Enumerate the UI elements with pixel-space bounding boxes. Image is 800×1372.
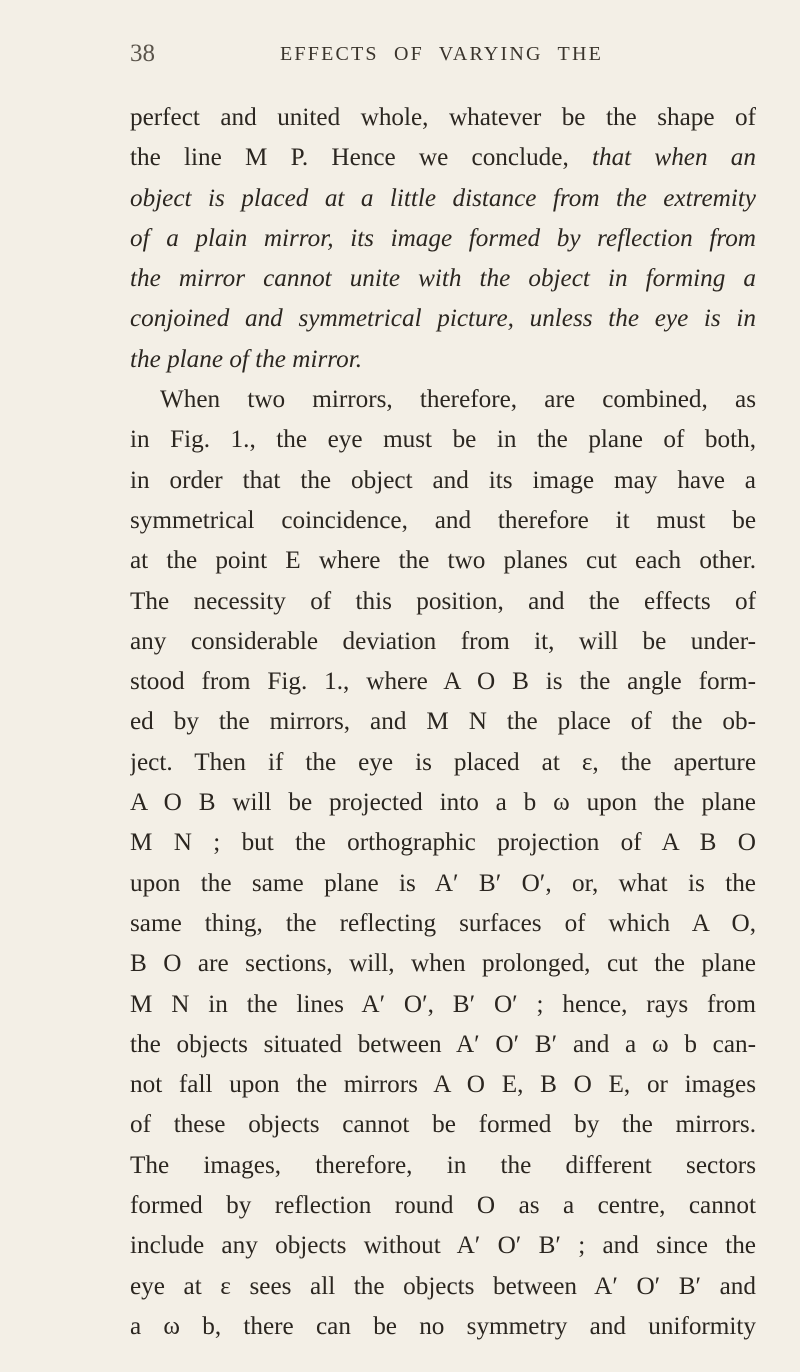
text-line-italic-part: that when an xyxy=(591,144,756,172)
text-line: perfect and united whole, whatever be the shape of xyxy=(130,104,756,131)
text-line: of these objects cannot be formed by the mirrors. xyxy=(130,1111,756,1139)
text-line: ject. Then if the eye is placed at ε, the aperture xyxy=(130,748,756,776)
text-line: object is placed at a little distance from the extremity xyxy=(130,184,756,212)
text-line: include any objects without A′ O′ B′ ; and since the xyxy=(130,1232,756,1260)
text-line: conjoined and symmetrical picture, unless the eye is in xyxy=(130,305,756,333)
text-line: The necessity of this position, and the effects of xyxy=(130,587,756,615)
text-line: in order that the object and its image may have a xyxy=(130,466,756,494)
text-line: of a plain mirror, its image formed by reflection from xyxy=(130,224,756,252)
text-line: ed by the mirrors, and M N the place of the ob- xyxy=(130,708,756,736)
text-line: any considerable deviation from it, will be under- xyxy=(130,627,756,655)
text-line: symmetrical coincidence, and therefore it must be xyxy=(130,506,756,534)
text-line: the objects situated between A′ O′ B′ and a ω b can- xyxy=(130,1030,756,1058)
text-line: stood from Fig. 1., where A O B is the angle form- xyxy=(130,668,756,696)
text-line: in Fig. 1., the eye must be in the plane of both, xyxy=(130,426,756,454)
page-number: 38 xyxy=(130,40,155,67)
text-line: The images, therefore, in the different sectors xyxy=(130,1151,756,1179)
text-line: the plane of the mirror. xyxy=(130,345,363,373)
text-line xyxy=(130,138,756,178)
text-line: same thing, the reflecting surfaces of which A O, xyxy=(130,909,756,937)
text-line: the mirror cannot unite with the object in forming a xyxy=(130,265,756,293)
text-line: not fall upon the mirrors A O E, B O E, or images xyxy=(130,1071,756,1099)
text-line: formed by reflection round O as a centre, cannot xyxy=(130,1192,756,1220)
text-line: B O are sections, will, when prolonged, cut the plane xyxy=(130,950,756,978)
text-line-part: the line M P. Hence we conclude, xyxy=(130,144,592,172)
text-line: eye at ε sees all the objects between A′ O′ B′ and xyxy=(130,1272,756,1300)
text-line: M N in the lines A′ O′, B′ O′ ; hence, rays from xyxy=(130,990,756,1018)
body-text xyxy=(130,98,756,1347)
text-line: upon the same plane is A′ B′ O′, or, what is the xyxy=(130,869,756,897)
chapter-title: EFFECTS OF VARYING THE xyxy=(280,43,604,65)
text-line: a ω b, there can be no symmetry and uniformity xyxy=(130,1312,756,1340)
text-line: When two mirrors, therefore, are combined, as xyxy=(160,386,756,414)
text-line: at the point E where the two planes cut each other. xyxy=(130,547,756,575)
text-line: M N ; but the orthographic projection of A B O xyxy=(130,829,756,857)
text-line: A O B will be projected into a b ω upon the plane xyxy=(130,789,756,817)
running-head xyxy=(130,40,754,74)
